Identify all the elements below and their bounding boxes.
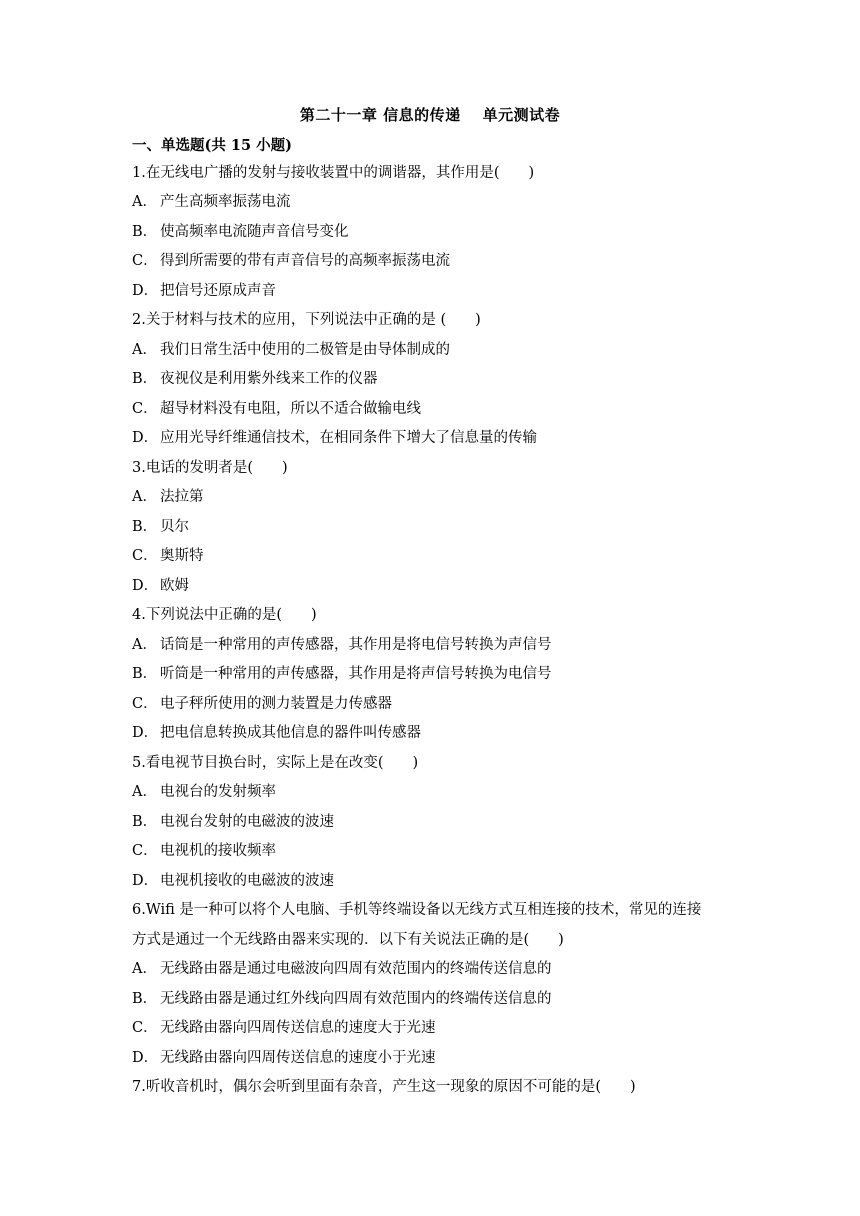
option-text: 把电信息转换成其他信息的器件叫传感器 xyxy=(160,725,421,741)
option-item xyxy=(132,871,334,891)
option-item xyxy=(132,340,450,360)
option-text: 电视机接收的电磁波的波速 xyxy=(160,873,334,889)
option-text: 无线路由器是通过电磁波向四周有效范围内的终端传送信息的 xyxy=(160,961,552,977)
option-text: 电子秤所使用的测力装置是力传感器 xyxy=(160,696,392,712)
option-letter: D． xyxy=(132,725,159,741)
option-text: 电视机的接收频率 xyxy=(160,843,276,859)
option-letter: C． xyxy=(132,253,158,269)
option-item xyxy=(132,517,189,537)
option-text: 得到所需要的带有声音信号的高频率振荡电流 xyxy=(160,253,450,269)
option-item xyxy=(132,635,552,655)
option-text: 无线路由器向四周传送信息的速度大于光速 xyxy=(160,1020,436,1036)
question-stem: 5.看电视节目换台时，实际上是在改变( ) xyxy=(132,755,419,771)
option-item xyxy=(132,222,349,242)
option-item xyxy=(132,959,552,979)
option-item xyxy=(132,546,204,566)
page-title xyxy=(0,104,860,125)
option-text: 应用光导纤维通信技术，在相同条件下增大了信息量的传输 xyxy=(160,430,537,446)
option-letter: B． xyxy=(132,519,158,535)
option-letter: D． xyxy=(132,578,159,594)
option-item xyxy=(132,989,552,1009)
option-text: 听筒是一种常用的声传感器，其作用是将声信号转换为电信号 xyxy=(160,666,552,682)
option-letter: B． xyxy=(132,224,158,240)
option-text: 奥斯特 xyxy=(160,548,204,564)
option-text: 夜视仪是利用紫外线来工作的仪器 xyxy=(160,371,378,387)
question-stem-continued: 方式是通过一个无线路由器来实现的．以下有关说法正确的是( ) xyxy=(132,932,564,948)
option-text: 电视台发射的电磁波的波速 xyxy=(160,814,334,830)
option-text: 无线路由器向四周传送信息的速度小于光速 xyxy=(160,1050,436,1066)
option-letter: D． xyxy=(132,283,159,299)
option-text: 把信号还原成声音 xyxy=(160,283,276,299)
option-letter: B． xyxy=(132,666,158,682)
question-stem: 1.在无线电广播的发射与接收装置中的调谐器，其作用是( ) xyxy=(132,165,535,181)
option-letter: D． xyxy=(132,873,159,889)
option-text: 贝尔 xyxy=(160,519,189,535)
section-heading: 一、单选题(共 15 小题) xyxy=(132,137,292,154)
option-item xyxy=(132,281,276,301)
option-item xyxy=(132,841,276,861)
option-letter: B． xyxy=(132,371,158,387)
option-item xyxy=(132,369,378,389)
option-text: 无线路由器是通过红外线向四周有效范围内的终端传送信息的 xyxy=(160,991,552,1007)
option-text: 法拉第 xyxy=(160,489,204,505)
option-letter: C． xyxy=(132,1020,158,1036)
option-item xyxy=(132,664,552,684)
option-letter: A． xyxy=(132,784,157,800)
option-letter: A． xyxy=(132,342,157,358)
option-item xyxy=(132,1018,436,1038)
option-letter: C． xyxy=(132,548,158,564)
option-item xyxy=(132,782,276,802)
option-letter: C． xyxy=(132,401,158,417)
option-letter: C． xyxy=(132,696,158,712)
question-stem: 3.电话的发明者是( ) xyxy=(132,460,288,476)
question-stem: 7.听收音机时，偶尔会听到里面有杂音，产生这一现象的原因不可能的是( ) xyxy=(132,1079,636,1095)
option-item xyxy=(132,694,392,714)
option-text: 超导材料没有电阻，所以不适合做输电线 xyxy=(160,401,421,417)
question-stem: 4.下列说法中正确的是( ) xyxy=(132,607,317,623)
option-letter: A． xyxy=(132,637,157,653)
option-letter: A． xyxy=(132,961,157,977)
option-text: 产生高频率振荡电流 xyxy=(160,194,291,210)
question-stem: 2.关于材料与技术的应用，下列说法中正确的是 ( ) xyxy=(132,312,481,328)
option-letter: D． xyxy=(132,430,159,446)
option-text: 电视台的发射频率 xyxy=(160,784,276,800)
option-letter: A． xyxy=(132,489,157,505)
title-main: 第二十一章 信息的传递 xyxy=(299,106,461,124)
option-letter: B． xyxy=(132,991,158,1007)
option-item xyxy=(132,812,334,832)
option-letter: B． xyxy=(132,814,158,830)
option-item xyxy=(132,251,450,271)
option-text: 使高频率电流随声音信号变化 xyxy=(160,224,349,240)
option-item xyxy=(132,399,421,419)
title-sub: 单元测试卷 xyxy=(482,106,561,124)
option-item xyxy=(132,428,537,448)
option-item xyxy=(132,1048,436,1068)
option-text: 话筒是一种常用的声传感器，其作用是将电信号转换为声信号 xyxy=(160,637,552,653)
option-text: 我们日常生活中使用的二极管是由导体制成的 xyxy=(160,342,450,358)
option-item xyxy=(132,576,189,596)
option-text: 欧姆 xyxy=(160,578,189,594)
option-item xyxy=(132,723,421,743)
option-item xyxy=(132,192,291,212)
option-item xyxy=(132,487,204,507)
question-stem: 6.Wifi 是一种可以将个人电脑、手机等终端设备以无线方式互相连接的技术，常见的连接 xyxy=(132,902,702,918)
option-letter: A． xyxy=(132,194,157,210)
option-letter: D． xyxy=(132,1050,159,1066)
option-letter: C． xyxy=(132,843,158,859)
